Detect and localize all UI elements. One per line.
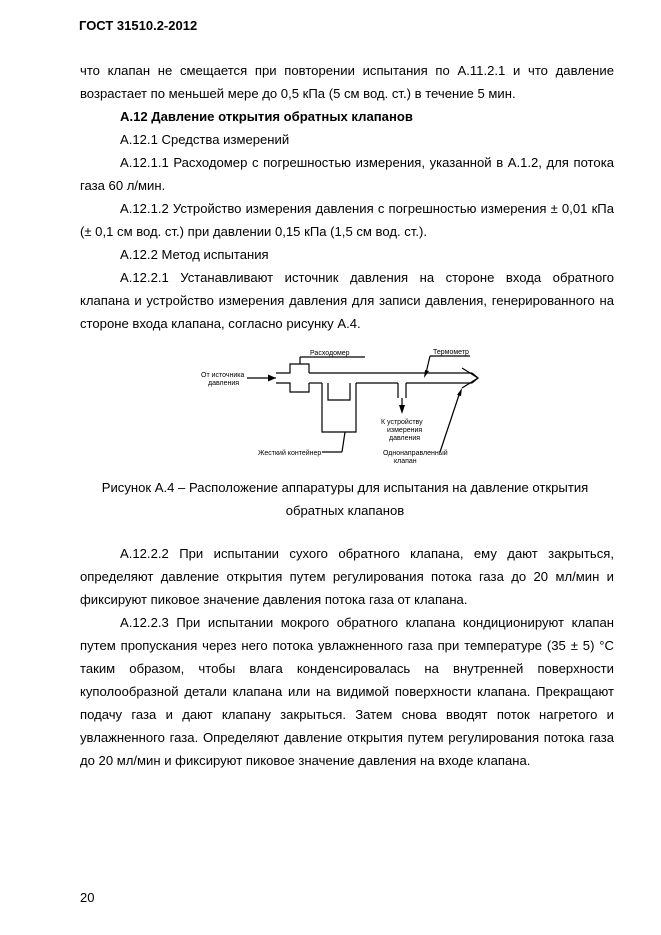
figure-caption: обратных клапанов — [285, 503, 405, 518]
paragraph-line: фиксируют пиковое значение давления потока газа от клапана. — [80, 592, 468, 607]
paragraph-line: А.12.1.1 Расходомер с погрешностью измерения, указанной в А.1.2, для потока — [120, 155, 614, 170]
subsection-heading: А.12.2 Метод испытания — [120, 247, 269, 262]
paragraph-line: (± 0,1 см вод. ст.) при давлении 0,15 кПа (1,5 см вод. ст.). — [80, 224, 427, 239]
paragraph-line: газа 60 л/мин. — [80, 178, 166, 193]
paragraph-line: А.12.1.2 Устройство измерения давления с погрешностью измерения ± 0,01 кПа — [120, 201, 614, 216]
valve-label-line2: клапан — [394, 458, 417, 465]
valve-label-line1: Однонаправленный — [383, 450, 448, 457]
paragraph-line: до 20 мл/мин и фиксируют пиковое значение давления на входе клапана. — [80, 753, 531, 768]
document-header: ГОСТ 31510.2-2012 — [79, 18, 198, 33]
paragraph-line: куполообразной детали клапана или на видимой поверхности клапана. Прекращают — [80, 684, 614, 699]
device-label-line2: измерения — [387, 427, 423, 434]
device-label-line3: давления — [389, 435, 421, 442]
paragraph-line: возрастает по меньшей мере до 0,5 кПа (5 см вод. ст.) в течение 5 мин. — [80, 86, 516, 101]
source-label-line1: От источника — [201, 372, 245, 379]
paragraph-line: увлажненного газа. Определяют давление открытия путем регулирования потока газа — [80, 730, 614, 745]
source-label-line2: давления — [208, 380, 240, 387]
paragraph-line: А.12.2.2 При испытании сухого обратного клапана, ему дают закрыться, — [120, 546, 614, 561]
container-label: Жесткий контейнер — [258, 450, 322, 457]
figure-caption: Рисунок А.4 – Расположение аппаратуры для испытания на давление открытия — [101, 480, 589, 495]
thermometer-label: Термометр — [433, 349, 469, 356]
device-label-line1: К устройству — [381, 419, 423, 426]
section-heading: А.12 Давление открытия обратных клапанов — [120, 109, 413, 124]
flowmeter-label: Расходомер — [310, 350, 350, 357]
paragraph-line: клапана и устройство измерения давления для записи давления, генерированного на — [80, 293, 614, 308]
paragraph-line: определяют давление открытия путем регулирования потока газа до 20 мл/мин и — [80, 569, 614, 584]
paragraph-line: А.12.2.1 Устанавливают источник давления на стороне входа обратного — [120, 270, 614, 285]
paragraph-line: А.12.2.3 При испытании мокрого обратного клапана кондиционируют клапан — [120, 615, 614, 630]
page-number: 20 — [80, 890, 95, 905]
paragraph-line: стороне входа клапана, согласно рисунку А.4. — [80, 316, 361, 331]
paragraph-line: путем пропускания через него потока увлажненного газа при температуре (35 ± 5) °С — [80, 638, 614, 653]
paragraph-line: что клапан не смещается при повторении испытания по А.11.2.1 и что давление — [80, 63, 614, 78]
paragraph-line: таким образом, чтобы влага конденсировалась на внутренней поверхности — [80, 661, 614, 676]
paragraph-line: подачу газа и дают клапану закрыться. Затем снова вводят поток нагретого и — [80, 707, 614, 722]
subsection-heading: А.12.1 Средства измерений — [120, 132, 290, 147]
